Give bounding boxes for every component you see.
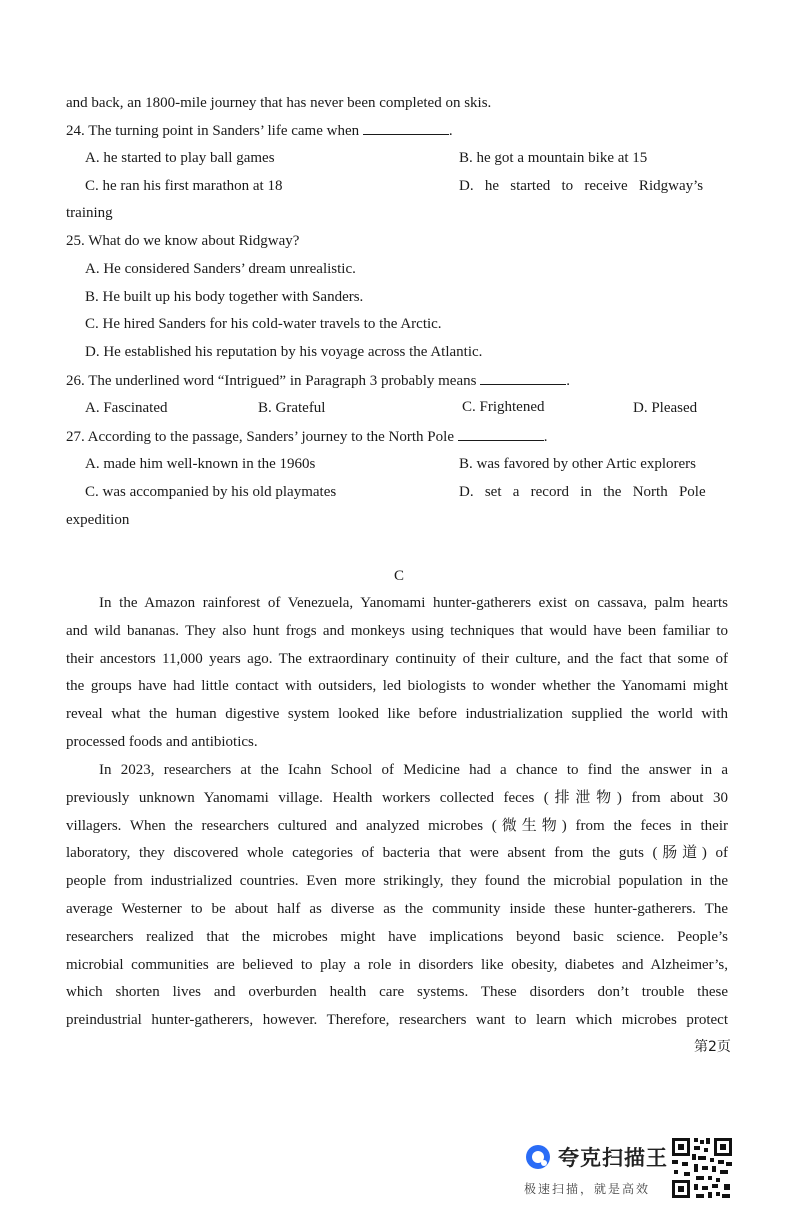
paragraph-1-line: their ancestors 11,000 years ago. The extraordinary continuity of their culture, and the fact that some of — [66, 650, 728, 667]
question-26-stem — [66, 370, 728, 391]
scanner-slogan: 极速扫描，就是高效 — [524, 1182, 651, 1196]
question-24-end: . — [448, 123, 453, 139]
answer-blank — [458, 426, 544, 441]
q25-option-b: B. He built up his body together with Sanders. — [85, 289, 364, 305]
q27-option-b: B. was favored by other Artic explorers — [459, 456, 697, 472]
q25-option-c: C. He hired Sanders for his cold-water travels to the Arctic. — [85, 316, 442, 332]
scanner-watermark — [522, 1140, 668, 1200]
question-25-stem: 25. What do we know about Ridgway? — [66, 233, 300, 249]
paragraph-2-line: In 2023, researchers at the Icahn School of Medicine had a chance to find the answer in a — [99, 762, 728, 778]
paragraph-1-line: reveal what the human digestive system looked like before industrialization supplied the world with — [66, 706, 728, 723]
q26-option-c: C. Frightened — [462, 399, 545, 415]
paragraph-2-line: researchers realized that the microbes might have implications beyond basic science. People’s — [66, 928, 728, 945]
q26-option-a: A. Fascinated — [85, 400, 168, 416]
question-26-text: 26. The underlined word “Intrigued” in Paragraph 3 probably means — [66, 373, 477, 389]
q27-option-d-continued: expedition — [66, 512, 130, 528]
question-26-end: . — [566, 373, 570, 389]
q24-option-c: C. he ran his first marathon at 18 — [85, 178, 283, 194]
quark-logo-icon — [525, 1144, 551, 1170]
qr-code-icon — [670, 1136, 734, 1200]
q27-option-a: A. made him well-known in the 1960s — [85, 456, 316, 472]
paragraph-1-line: and wild bananas. They also hunt frogs and monkeys using techniques that would have been familiar to — [66, 622, 728, 639]
paragraph-1-line: processed foods and antibiotics. — [66, 733, 258, 750]
paragraph-2-line: people from industrialized countries. Even more strikingly, they found the microbial population in the — [66, 873, 728, 890]
q27-option-c: C. was accompanied by his old playmates — [85, 484, 337, 500]
section-c-paragraph-2 — [66, 757, 728, 1035]
question-27-text: 27. According to the passage, Sanders’ journey to the North Pole — [66, 429, 454, 445]
page-number: 第2页 — [694, 1039, 731, 1055]
question-24-stem — [66, 120, 728, 141]
paragraph-2-line: microbial communities are believed to play a role in disorders like obesity, diabetes and Alzheimer’s, — [66, 956, 728, 973]
q26-option-b: B. Grateful — [258, 400, 326, 416]
paragraph-1-line: In the Amazon rainforest of Venezuela, Yanomami hunter-gatherers exist on cassava, palm hearts — [99, 595, 728, 611]
paragraph-2-line: previously unknown Yanomami village. Health workers collected feces (排泄物) from about 30 — [66, 789, 728, 806]
q24-option-d-continued: training — [66, 205, 113, 221]
question-27-end: . — [543, 429, 548, 445]
q25-option-d: D. He established his reputation by his voyage across the Atlantic. — [85, 344, 483, 360]
answer-blank — [363, 120, 449, 135]
answer-blank — [480, 370, 566, 385]
paragraph-2-line: which shorten lives and overburden health care systems. These disorders don’t trouble these — [66, 984, 728, 1001]
q24-option-d: D. he started to receive Ridgway’s — [459, 178, 704, 194]
paragraph-2-line: villagers. When the researchers cultured and analyzed microbes (微生物) from the feces in their — [66, 817, 728, 834]
paragraph-2-line: laboratory, they discovered whole categories of bacteria that were absent from the guts (肠道) of — [66, 845, 728, 862]
q24-option-b: B. he got a mountain bike at 15 — [459, 150, 648, 166]
passage-b-tail: and back, an 1800-mile journey that has never been completed on skis. — [66, 95, 492, 111]
question-27-stem — [66, 426, 728, 447]
q25-option-a: A. He considered Sanders’ dream unrealistic. — [85, 261, 356, 277]
paragraph-2-line: average Westerner to be about half as diverse as the community inside these hunter-gatherers. The — [66, 900, 728, 917]
paragraph-1-line: the groups have had little contact with outsiders, led biologists to wonder whether the Yanomami might — [66, 678, 728, 695]
section-c-title: C — [394, 568, 405, 584]
question-24-text: 24. The turning point in Sanders’ life came when — [66, 123, 360, 139]
paragraph-2-line: preindustrial hunter-gatherers, however. Therefore, researchers want to learn which microbes protect — [66, 1012, 728, 1029]
q26-option-d: D. Pleased — [633, 400, 698, 416]
q27-option-d: D. set a record in the North Pole — [459, 484, 706, 500]
scanner-brand-name: 夸克扫描王 — [558, 1146, 668, 1170]
q24-option-a: A. he started to play ball games — [85, 150, 275, 166]
section-c-paragraph-1 — [66, 590, 728, 757]
